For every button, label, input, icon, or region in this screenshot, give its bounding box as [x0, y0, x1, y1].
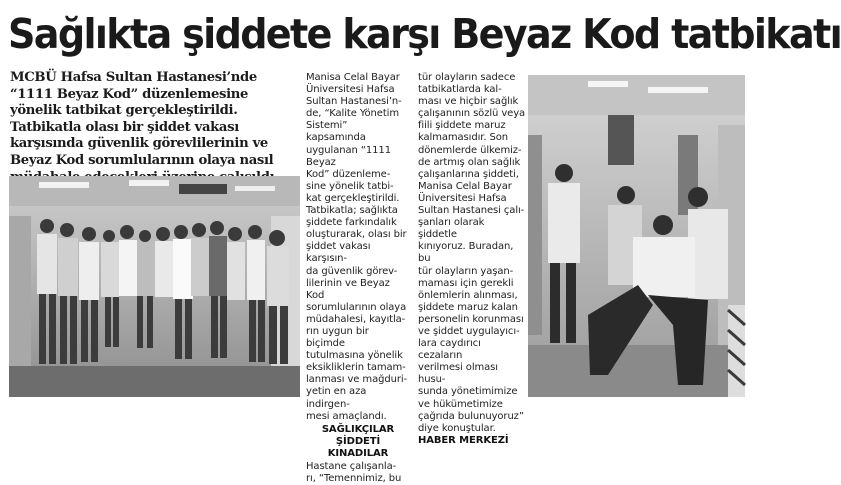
lead-paragraph: MCBÜ Hafsa Sultan Hastanesi’nde “1111 Beyaz Kod” düzenlemesine yönelik tatbikat gerçekleştirildi. Tatbikatla olası bir şiddet vakası karşısında güvenlik görevlilerinin ve Beyaz Kod sorumlularının olaya nasıl	[10, 70, 274, 168]
drill-photo-image	[528, 75, 745, 397]
headline: Sağlıkta şiddete karşı Beyaz Kod tatbikatı	[8, 10, 841, 58]
column-1-body: Manisa Celal Bayar Üniversitesi Hafsa Sultan Hastanesi’n- de, “Kalite Yönetim Sistemi” kapsamında uygulanan “1111 Beyaz Kod” düzenleme- sine yönelik tatbi- kat gerçekleştirildi. Tatbikatla; sağlıkta şiddete farkındalık oluşturarak, olası bir şiddet vakası karşısın- da güvenlik görev- lilerinin ve Beyaz Kod sorumlularının olaya müdahalesi, kayıtla- rın uygun bir biçimde tutulmasına yönelik eksikliklerin tamam- lanması ve mağduri- yetin en aza indirgen- mesi amaçlandı.	[306, 72, 408, 422]
column-1-tail: Hastane çalışanla- rı, “Temennimiz, bu	[306, 461, 402, 485]
article-column-2	[418, 72, 526, 447]
byline: HABER MERKEZİ	[418, 434, 509, 446]
group-photo	[9, 176, 300, 397]
subheading: SAĞLIKÇILAR ŞİDDETİ KINADILAR	[321, 423, 395, 459]
column-2-body: tür olayların sadece tatbikatlarda kal- ması ve hiçbir sağlık çalışanının sözlü veya fiili şiddete maruz kalmamasıdır. Son dönemlerde ülkemiz- de artmış olan sağlık çalışanlarına şiddeti, Manisa Celal Bayar Üniversitesi Hafsa Sultan Hastanesi çalı- şanları olarak şiddetle kınıyoruz. Buradan, bu tür olayların yaşan- maması için gerekli önlemlerin alınması, şiddete maruz kalan personelin korunması ve şiddet uygulayıcı- lara caydırıcı cezaların verilmesi olması husu- sunda yönetimimize ve hükümetimize çağrıda bulunuyoruz” diye konuştular.	[418, 72, 526, 434]
article-column-1	[306, 72, 410, 485]
group-photo-image	[9, 176, 300, 397]
drill-photo	[528, 75, 745, 397]
